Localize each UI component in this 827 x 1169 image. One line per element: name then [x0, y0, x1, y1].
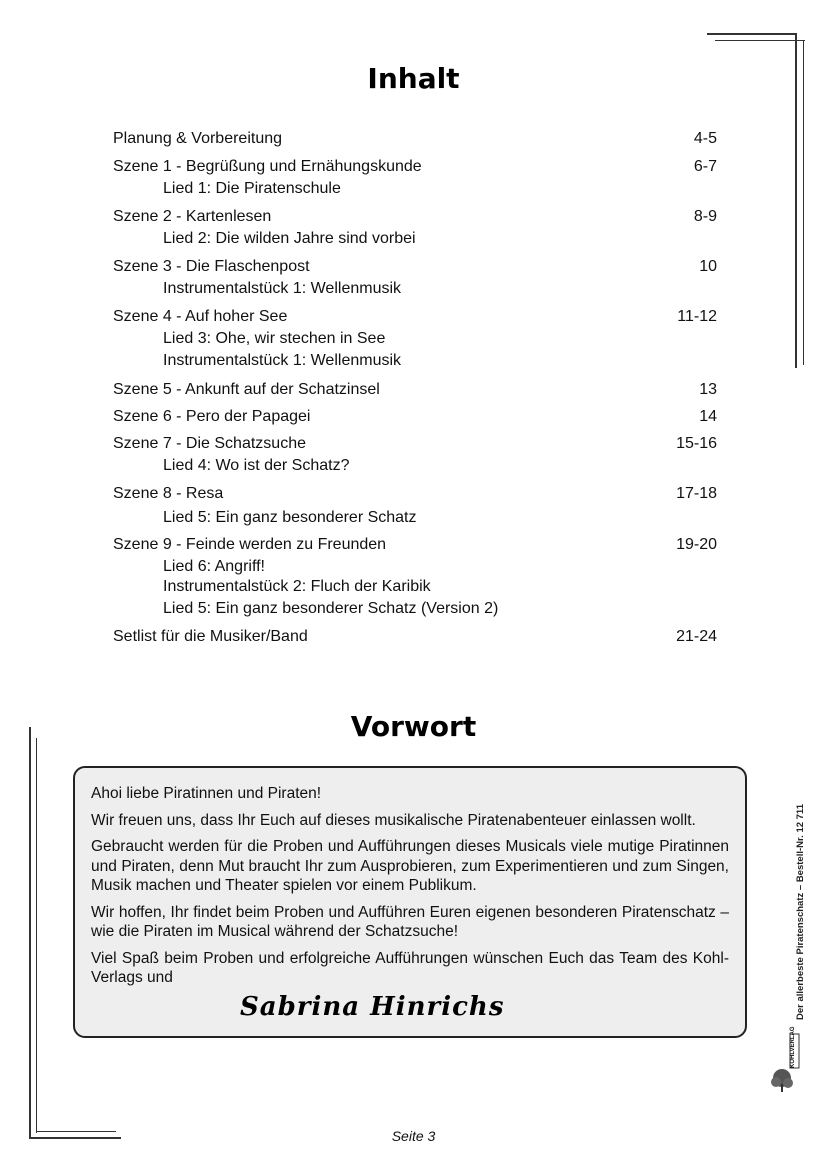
toc-sub-item: Lied 4: Wo ist der Schatz? — [163, 457, 350, 474]
publisher-logo — [768, 1026, 804, 1094]
side-publication-text: Der allerbeste Piratenschatz – Bestell-Nr. 12 711 — [795, 804, 806, 1020]
toc-pages: 19-20 — [676, 536, 717, 553]
toc-sub-item: Lied 1: Die Piratenschule — [163, 180, 341, 197]
toc-sub-item: Lied 5: Ein ganz besonderer Schatz — [163, 509, 417, 526]
toc-label: Planung & Vorbereitung — [113, 130, 283, 147]
toc-pages: 11-12 — [677, 308, 717, 325]
toc-entry — [113, 256, 717, 300]
toc-entry — [113, 128, 717, 150]
toc-sub-item: Lied 6: Angriff! — [163, 558, 265, 575]
frame-top-right-h2 — [715, 40, 805, 41]
toc-label: Szene 6 - Pero der Papagei — [113, 408, 311, 425]
toc-entry — [113, 406, 717, 428]
toc-sub-item: Lied 2: Die wilden Jahre sind vorbei — [163, 230, 416, 247]
toc-entry — [113, 483, 717, 529]
toc-pages: 6-7 — [693, 158, 717, 175]
signature: Sabrina Hinrichs — [240, 992, 505, 1022]
toc-label: Szene 7 - Die Schatzsuche — [113, 435, 306, 452]
toc-entry — [113, 206, 717, 250]
frame-bottom-left-v2 — [36, 738, 37, 1133]
toc-sub-item: Instrumentalstück 2: Fluch der Karibik — [163, 578, 431, 595]
toc-sub-item: Instrumentalstück 1: Wellenmusik — [163, 352, 402, 369]
toc-label: Szene 3 - Die Flaschenpost — [113, 258, 310, 275]
toc-entry — [113, 534, 717, 620]
frame-bottom-left-v — [29, 727, 31, 1139]
toc-entry — [113, 156, 717, 200]
toc-pages: 17-18 — [676, 485, 717, 502]
toc-sub-item: Lied 5: Ein ganz besonderer Schatz (Version 2) — [163, 600, 499, 617]
toc-label: Szene 1 - Begrüßung und Ernähungskunde — [113, 158, 422, 175]
preface-paragraph: Gebraucht werden für die Proben und Aufführungen dieses Musicals viele mutige Piratinnen und Piraten, denn Mut braucht Ihr zum Ausprobieren, zum Experimentieren und zum Singen, Musik machen und Theater spielen vor einem Publikum. — [91, 838, 729, 894]
toc-entry — [113, 379, 717, 401]
page-number: Seite 3 — [391, 1128, 436, 1144]
preface-paragraph: Wir hoffen, Ihr findet beim Proben und Aufführen Euren eigenen besonderen Piratenschatz – wie die Piraten im Musical während der Schatzsuche! — [91, 903, 729, 940]
toc-entry — [113, 306, 717, 372]
toc-label: Szene 2 - Kartenlesen — [113, 208, 272, 225]
toc-pages: 10 — [699, 258, 717, 275]
toc-label: Szene 4 - Auf hoher See — [113, 308, 288, 325]
toc-label: Setlist für die Musiker/Band — [113, 628, 308, 645]
toc-pages: 15-16 — [676, 435, 717, 452]
logo-text: KOHLVERLAG — [790, 1026, 796, 1068]
toc-pages: 14 — [699, 408, 717, 425]
toc-pages: 13 — [699, 381, 717, 398]
toc-label: Szene 9 - Feinde werden zu Freunden — [113, 536, 387, 553]
toc-pages: 8-9 — [693, 208, 717, 225]
preface-paragraph: Ahoi liebe Piratinnen und Piraten! — [91, 785, 322, 802]
preface-title: Vorwort — [350, 710, 477, 743]
tree-logo-icon — [768, 1032, 804, 1094]
toc-title: Inhalt — [367, 62, 460, 95]
preface-box — [73, 766, 747, 1038]
toc-entry — [113, 433, 717, 477]
toc-entry — [113, 626, 717, 648]
preface-paragraph: Viel Spaß beim Proben und erfolgreiche Aufführungen wünschen Euch das Team des Kohl-Verlags und — [91, 949, 729, 986]
toc-sub-item: Instrumentalstück 1: Wellenmusik — [163, 280, 402, 297]
toc-sub-item: Lied 3: Ohe, wir stechen in See — [163, 330, 386, 347]
toc-pages: 21-24 — [676, 628, 717, 645]
preface-paragraph: Wir freuen uns, dass Ihr Euch auf dieses musikalische Piratenabenteuer einlassen wollt. — [91, 811, 696, 829]
frame-top-right-h — [707, 33, 797, 35]
toc-label: Szene 8 - Resa — [113, 485, 224, 502]
toc-label: Szene 5 - Ankunft auf der Schatzinsel — [113, 381, 380, 398]
toc-pages: 4-5 — [693, 130, 717, 147]
